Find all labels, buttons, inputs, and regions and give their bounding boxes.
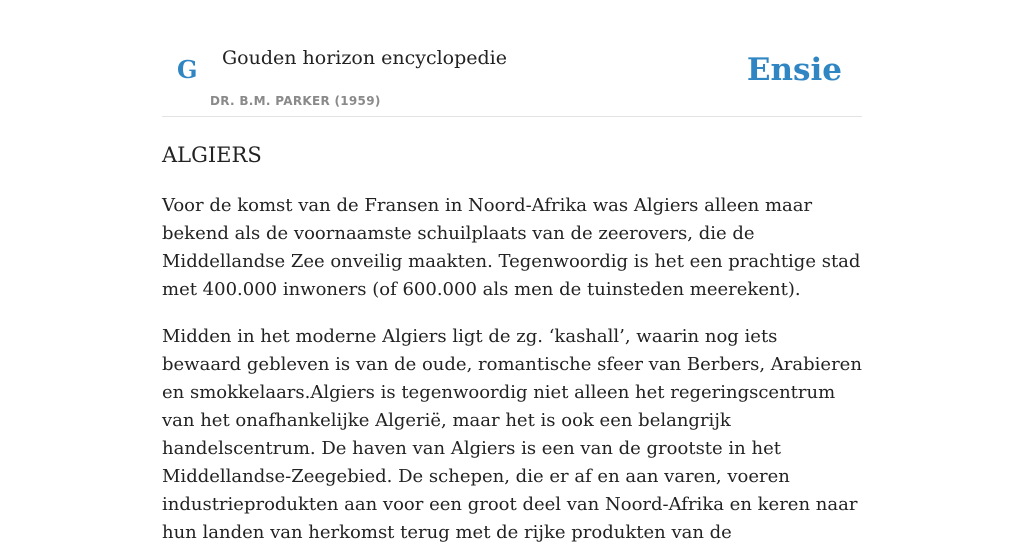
article-headword: ALGIERS	[162, 143, 262, 167]
article	[162, 136, 862, 547]
article-paragraph: Voor de komst van de Fransen in Noord-Afrika was Algiers alleen maar bekend als de voornaamste schuilplaats van de zeerovers, die de Middellandse Zee onveilig maakten. Tegenwoordig is het een prachtige stad met 400.000 inwoners (of 600.000 als men de tuinsteden meerekent).	[162, 195, 861, 300]
book-author: DR. B.M. PARKER (1959)	[210, 94, 381, 108]
book-logo[interactable]: G	[177, 55, 198, 84]
article-paragraph: Midden in het moderne Algiers ligt de zg. ‘kashall’, waarin nog iets bewaard gebleven is van de oude, romantische sfeer van Berbers, Arabieren en smokkelaars.Algiers is tegenwoordig niet alleen het regeringscentrum van het onafhankelijke Algerië, maar het is ook een belangrijk handelscentrum. De haven van Algiers is een van de grootste in het Middellandse-Zeegebied. De schepen, die er af en aan varen, voeren industrieprodukten aan voor een groot deel van Noord-Afrika en keren naar hun landen van herkomst terug met de rijke produkten van de	[162, 326, 862, 543]
page-header	[162, 0, 862, 117]
book-title[interactable]: Gouden horizon encyclopedie	[222, 47, 507, 69]
brand-logo-link[interactable]: Ensie	[746, 52, 842, 88]
